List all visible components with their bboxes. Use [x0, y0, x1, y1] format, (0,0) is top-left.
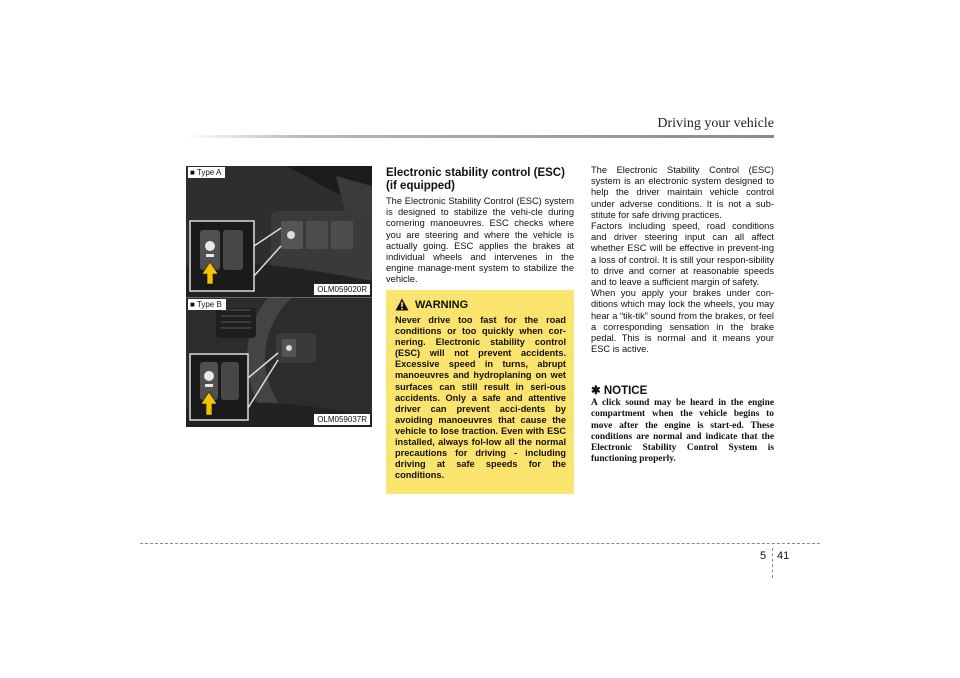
esc-paragraph-2: Factors including speed, road conditions and driver steering input can all affect whether ESC will be effective in prevent-ing a loss of control. It is still your respon-sibility to drive and corner at reasonable speeds and to leave a sufficient margin of safety.	[591, 221, 774, 288]
page-number-separator	[772, 548, 773, 578]
header-rule	[186, 135, 774, 138]
esc-paragraph-3: When you apply your brakes under con-ditions which may lock the wheels, you may hear a “tik-tik” sound from the brakes, or feel a corresponding sensation in the brake pedal. This is normal and it means your ESC is active.	[591, 288, 774, 355]
warning-title: WARNING	[415, 298, 469, 311]
warning-text: Never drive too fast for the road conditions or too quickly when cor-nering. Electronic stability control (ESC) will not prevent accidents. Excessive speed in turns, abrupt manoeuvres and hydroplaning on wet surfaces can still result in seri-ous accidents. Only a safe and attentive driver can prevent acci-dents by avoiding manoeuvres that cause the vehicle to lose traction. Even with ESC installed, always fol-low all the normal precautions for driving - including driving at safe speeds for the conditions.	[395, 315, 566, 481]
dashboard-photo-a	[186, 166, 372, 297]
notice-title: ✱ NOTICE	[591, 385, 648, 397]
warning-icon	[395, 298, 409, 311]
figure-b-type-label: ■ Type B	[188, 299, 226, 310]
figure-b-code: OLM059037R	[314, 414, 370, 425]
page-number: 41	[777, 550, 790, 562]
notice-text: A click sound may be heard in the engine compartment when the vehicle begins to move after the engine is start-ed. These conditions are normal and indicate that the Electronic Stability Control System is functioning properly.	[591, 398, 774, 465]
esc-paragraph-1: The Electronic Stability Control (ESC) system is an electronic system designed to help the driver maintain vehicle control under adverse conditions. It is not a sub-stitute for safe driving practices.	[591, 165, 774, 220]
figure-a-code: OLM059020R	[314, 284, 370, 295]
figure-a-type-label: ■ Type A	[188, 167, 225, 178]
esc-description	[591, 165, 774, 355]
chapter-number: 5	[760, 550, 767, 562]
section-title: Driving your vehicle	[657, 116, 774, 131]
footer-rule	[140, 543, 820, 544]
esc-intro-text: The Electronic Stability Control (ESC) system is designed to stabilize the vehi-cle during cornering manoeuvres. ESC checks where you are steering and where the vehicle is actually going. ESC applies the brakes at individual wheels and intervenes in the engine manage-ment system to stabilize the vehicle.	[386, 196, 574, 285]
esc-heading: Electronic stability control (ESC) (if equipped)	[386, 167, 565, 192]
warning-box	[386, 290, 574, 494]
figure-type-b	[186, 297, 372, 427]
dashboard-photo-b	[186, 298, 372, 427]
figure-type-a	[186, 166, 372, 297]
